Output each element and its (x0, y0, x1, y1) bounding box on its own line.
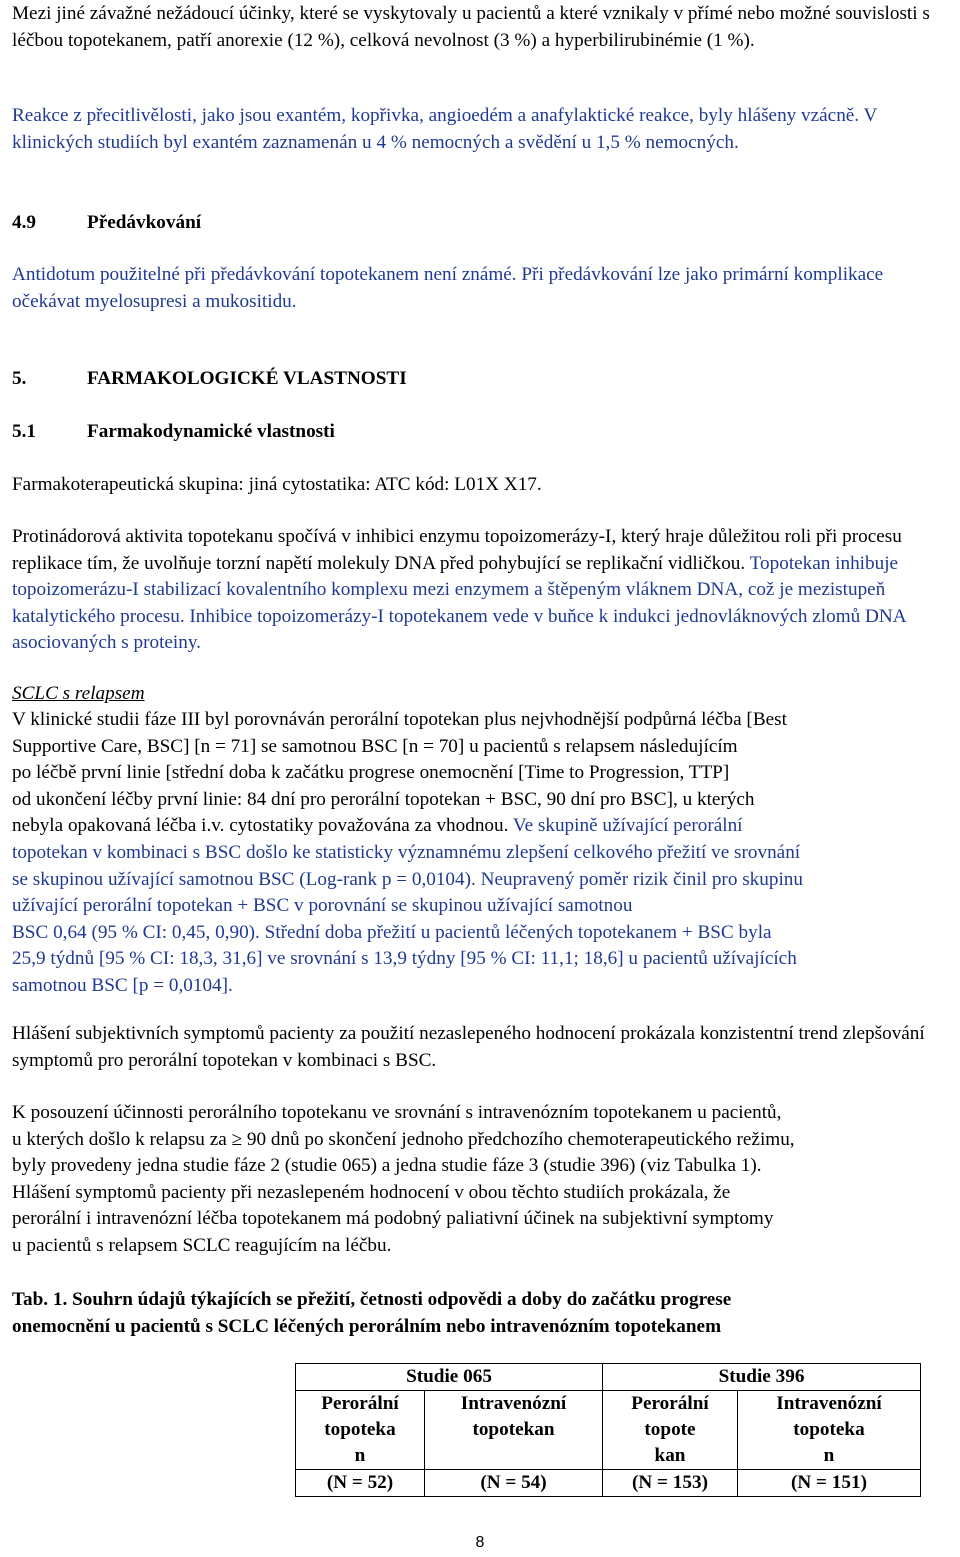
section-number: 4.9 (12, 212, 36, 233)
line: samotnou BSC [p = 0,0104]. (12, 974, 233, 996)
section-title: Předávkování (87, 212, 202, 233)
section-heading-4-9 (12, 210, 952, 237)
page-number: 8 (475, 1534, 485, 1551)
paragraph-overdose (12, 262, 952, 315)
table-subheader-row (296, 1391, 921, 1470)
line: perorální i intravenózní léčba topotekanem má podobný paliativní účinek na subjektivní symptomy (12, 1208, 774, 1230)
line: V klinické studii fáze III byl porovnáván perorální topotekan plus nejvhodnější podpůrná léčba [Best (12, 709, 787, 730)
line: užívající perorální topotekan + BSC v porovnání se skupinou užívající samotnou (12, 895, 633, 917)
table-header-iv-396 (738, 1391, 921, 1470)
section-number: 5.1 (12, 421, 36, 442)
line: nebyla opakovaná léčba i.v. cytostatiky považována za vhodnou. (12, 815, 509, 837)
header-line: kan (654, 1445, 686, 1466)
subheading-sclc-relapse (12, 681, 952, 708)
line: K posouzení účinnosti perorálního topotekanu ve srovnání s intravenózním topotekanem u pacientů, (12, 1102, 782, 1123)
line: Hlášení symptomů pacienty při nezaslepeném hodnocení v obou těchto studiích prokázala, že (12, 1181, 731, 1203)
table-header-study-065: Studie 065 (296, 1364, 603, 1391)
line: topotekan v kombinaci s BSC došlo ke statisticky významnému zlepšení celkového přežití ve srovnání (12, 841, 801, 863)
paragraph-hypersensitivity (12, 103, 952, 156)
line: Supportive Care, BSC] [n = 71] se samotnou BSC [n = 70] u pacientů s relapsem následujícím (12, 735, 738, 757)
paragraph-text-sentence-2: Při předávkování lze jako primární komplikace očekávat myelosupresi a mukositidu. (12, 264, 884, 312)
line-blue: BSC 0,64 (95 % CI: 0,45, 0,90). (12, 921, 260, 943)
line: byly provedeny jedna studie fáze 2 (studie 065) a jedna studie fáze 3 (studie 396) (viz Tabulka 1). (12, 1155, 762, 1177)
table-header-iv-065 (425, 1391, 603, 1470)
header-line: Perorální (631, 1393, 709, 1414)
header-line: topotekan (472, 1419, 555, 1440)
paragraph-text-sentence-2: V klinických studiích byl exantém zaznamenán u 4 % nemocných a svědění u 1,5 % nemocných. (12, 105, 878, 153)
paragraph-text-sentence-2: Topotekan inhibuje topoizomerázu-I stabilizací kovalentního komplexu mezi enzymem a štěpeným vláknem DNA, což je mezistupeň katalytického procesu. (12, 552, 899, 627)
line-blue: Neupravený poměr rizik činil pro skupinu (475, 868, 803, 890)
paragraph-text: Mezi jiné závažné nežádoucí účinky, které se vyskytovaly u pacientů a které vznikaly v přímé nebo možné souvislosti s léčbou topotekanem, patří anorexie (12 %), celková nevolnost (3 %) a hyperbilirubinémie (1 %). (12, 3, 930, 51)
table-header-oral-396 (603, 1391, 738, 1470)
header-line: n (823, 1445, 835, 1466)
table-header-oral-065 (296, 1391, 425, 1470)
paragraph-mechanism (12, 524, 952, 657)
header-line: n (354, 1445, 366, 1466)
paragraph-text-sentence-1: Protinádorová aktivita topotekanu spočívá v inhibici enzymu topoizomerázy-I, který hraje důležitou roli při procesu replikace tím, že uvolňuje torzní napětí molekuly DNA před pohybující se replikační vidličkou. (12, 526, 902, 574)
paragraph-comparison (12, 1100, 952, 1260)
paragraph-text-sentence-1: Antidotum použitelné při předávkování topotekanem není známé. (12, 264, 517, 285)
table-cell-n: (N = 153) (603, 1470, 738, 1497)
section-title: FARMAKOLOGICKÉ VLASTNOSTI (87, 368, 407, 389)
subheading-text: SCLC s relapsem (12, 683, 145, 704)
table-caption-line: Tab. 1. Souhrn údajů týkajících se přežití, četnosti odpovědi a doby do začátku progrese (12, 1289, 732, 1310)
line: od ukončení léčby první linie: 84 dní pro perorální topotekan + BSC, 90 dní pro BSC], u kterých (12, 788, 755, 810)
section-heading-5 (12, 366, 952, 393)
table-header-study-396: Studie 396 (603, 1364, 921, 1391)
section-heading-5-1 (12, 419, 952, 446)
greater-equal-symbol: ≥ (231, 1128, 243, 1150)
table-header-row (296, 1364, 921, 1391)
line: 90 dnů po skončení jednoho předchozího chemoterapeutického režimu, (242, 1128, 795, 1150)
paragraph-side-effects (12, 1, 952, 54)
line-blue: Ve skupině užívající perorální (508, 815, 743, 837)
line: u kterých došlo k relapsu za (12, 1128, 227, 1150)
line: u pacientů s relapsem SCLC reagujícím na léčbu. (12, 1234, 392, 1256)
paragraph-text: Farmakoterapeutická skupina: jiná cytostatika: ATC kód: L01X X17. (12, 474, 542, 495)
paragraph-text: Hlášení subjektivních symptomů pacienty za použití nezaslepeného hodnocení prokázala konzistentní trend zlepšování symptomů pro perorální topotekan v kombinaci s BSC. (12, 1023, 925, 1071)
header-line: Intravenózní (460, 1393, 567, 1414)
table-cell-n: (N = 151) (738, 1470, 921, 1497)
section-title: Farmakodynamické vlastnosti (87, 421, 335, 442)
line-blue: se skupinou užívající samotnou BSC (Log-rank p = 0,0104). (12, 868, 476, 890)
line: po léčbě první linie [střední doba k začátku progrese onemocnění [Time to Progression, TTP] (12, 762, 730, 784)
paragraph-atc (12, 472, 952, 499)
header-line: topoteka (324, 1419, 396, 1440)
header-line: Intravenózní (776, 1393, 882, 1414)
table-cell-n: (N = 54) (425, 1470, 603, 1497)
table-caption (12, 1287, 952, 1340)
table-cell-n: (N = 52) (296, 1470, 425, 1497)
line: 25,9 týdnů [95 % CI: 18,3, 31,6] ve srovnání s 13,9 týdny [95 % CI: 11,1; 18,6] u pacientů užívajících (12, 948, 797, 970)
paragraph-text-sentence-1: Reakce z přecitlivělosti, jako jsou exantém, kopřivka, angioedém a anafylaktické reakce, byly hlášeny vzácně. (12, 105, 860, 126)
header-line: topote (644, 1419, 696, 1440)
table-caption-line: onemocnění u pacientů s SCLC léčených perorálním nebo intravenózním topotekanem (12, 1315, 722, 1337)
paragraph-sclc-study (12, 707, 952, 1000)
header-line: topoteka (793, 1419, 865, 1440)
header-line: Perorální (321, 1393, 399, 1414)
results-table (295, 1363, 921, 1497)
table-n-row (296, 1470, 921, 1497)
paragraph-symptoms (12, 1021, 952, 1074)
line-blue: Střední doba přežití u pacientů léčených topotekanem + BSC byla (259, 921, 772, 943)
paragraph-text-sentence-3: Inhibice topoizomerázy-I topotekanem vede v buňce k indukci jednovláknových zlomů DNA asociovaných s proteiny. (12, 605, 906, 654)
section-number: 5. (12, 368, 27, 389)
